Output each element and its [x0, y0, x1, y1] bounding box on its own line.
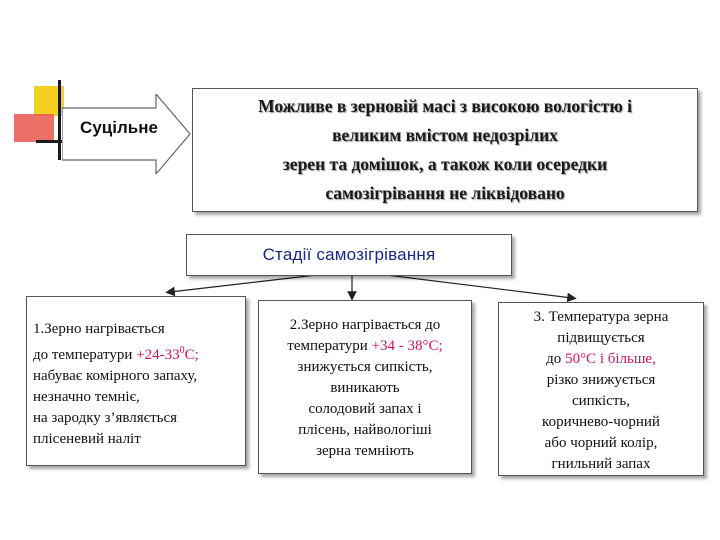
stage-line: гнильний запах: [551, 456, 651, 472]
stage-intro: 2.Зерно нагрівається до: [289, 317, 441, 333]
connector-left: [170, 274, 325, 292]
stage-box-2: [258, 300, 472, 474]
stage-line: солодовий запах і: [308, 401, 422, 417]
stage-temperature: до 50°С і більше,: [546, 351, 656, 367]
stages-title: Стадії самозігрівання: [186, 234, 512, 276]
stage-line: або чорний колір,: [544, 435, 658, 451]
stage-line: різко знижується: [546, 372, 656, 388]
stage-intro: 1.Зерно нагрівається: [33, 321, 165, 337]
stage-line: на зародку з’являється: [33, 410, 178, 426]
temperature-value: 50°С і більше,: [565, 351, 656, 367]
arrow-label: Суцільне: [80, 118, 158, 137]
stage-line: плісеневий наліт: [33, 431, 141, 447]
stage-intro: 3. Температура зерна: [533, 309, 669, 325]
stage-line: зерна темніють: [316, 443, 414, 459]
stage-line: плісень, найвологіші: [298, 422, 432, 438]
stage-box-3: [498, 302, 704, 476]
stage-line: незначно темніє,: [33, 389, 140, 405]
stage-line: сипкість,: [572, 393, 630, 409]
stage-line: знижується сипкість,: [297, 359, 433, 375]
stage-line: виникають: [330, 380, 400, 396]
stage-line: коричнево-чорний: [542, 414, 660, 430]
description-line: самозігрівання не ліквідовано: [325, 183, 565, 203]
temperature-value: $+24-33^0С$;: [136, 345, 199, 363]
stage-temperature: температури +34 - 38°С;: [287, 338, 443, 354]
description-line: великим вмістом недозрілих: [332, 125, 558, 145]
temperature-value: +34 - 38°С;: [371, 338, 443, 354]
description-line: зерен та домішок, а також коли осередки: [282, 154, 608, 174]
stage-box-1: [26, 296, 246, 466]
connector-right: [378, 274, 572, 298]
stage-temperature: до температури $+24-33^0С$;: [33, 345, 199, 363]
stage-line: набуває комірного запаху,: [33, 368, 198, 384]
description-line: Можливе в зерновій масі з високою вологістю і: [258, 96, 632, 116]
stage-line: підвищується: [557, 330, 645, 346]
